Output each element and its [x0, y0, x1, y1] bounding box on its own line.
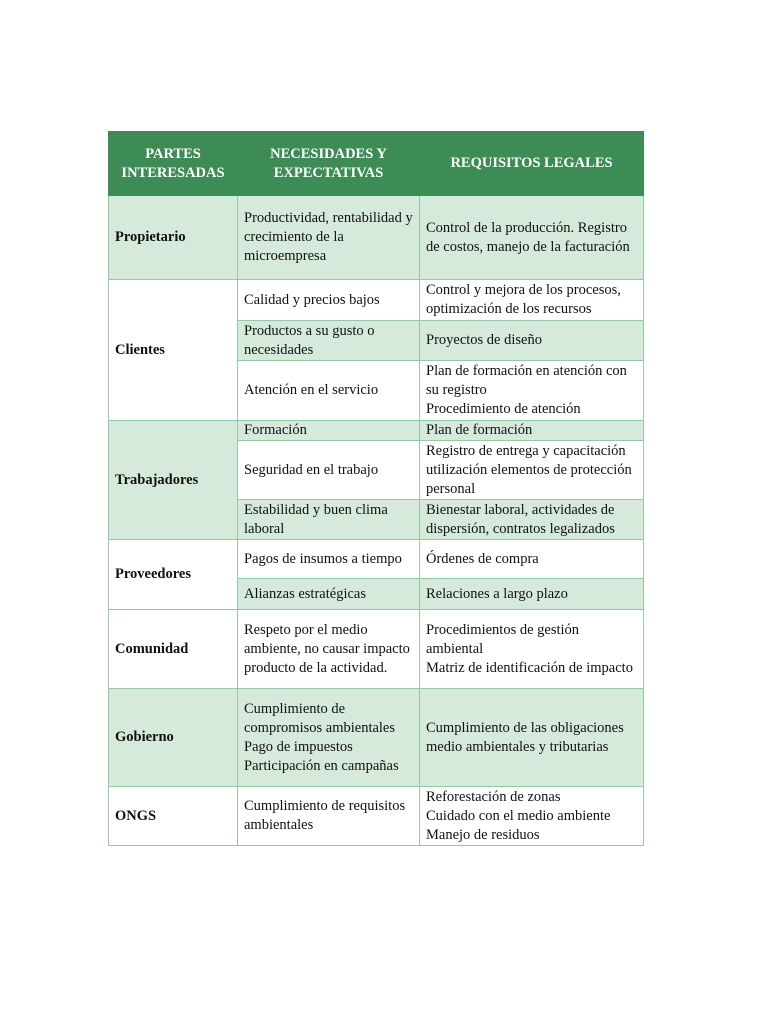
legal-cell: Plan de formación: [420, 421, 644, 441]
need-cell: Formación: [238, 421, 420, 441]
legal-cell: Control y mejora de los procesos, optimización de los recursos: [420, 280, 644, 321]
need-cell: Respeto por el medio ambiente, no causar impacto producto de la actividad.: [238, 610, 420, 689]
need-cell: Alianzas estratégicas: [238, 579, 420, 610]
table-row: [109, 689, 644, 787]
party-cell: Comunidad: [109, 610, 238, 689]
legal-cell: Bienestar laboral, actividades de dispersión, contratos legalizados: [420, 500, 644, 540]
party-cell: Trabajadores: [109, 421, 238, 540]
need-cell: Pagos de insumos a tiempo: [238, 540, 420, 579]
party-cell: Gobierno: [109, 689, 238, 787]
need-cell: Atención en el servicio: [238, 361, 420, 421]
table-row: [109, 540, 644, 579]
legal-cell: Cumplimiento de las obligaciones medio ambientales y tributarias: [420, 689, 644, 787]
need-cell: Productos a su gusto o necesidades: [238, 321, 420, 361]
need-cell: Cumplimiento de requisitos ambientales: [238, 787, 420, 846]
need-cell: Cumplimiento de compromisos ambientales Pago de impuestos Participación en campañas: [238, 689, 420, 787]
party-cell: ONGS: [109, 787, 238, 846]
header-requisitos-legales: REQUISITOS LEGALES: [420, 132, 644, 196]
table-row: [109, 196, 644, 280]
legal-cell: Proyectos de diseño: [420, 321, 644, 361]
party-cell: Propietario: [109, 196, 238, 280]
table-row: [109, 787, 644, 846]
legal-cell: Órdenes de compra: [420, 540, 644, 579]
legal-cell: Relaciones a largo plazo: [420, 579, 644, 610]
party-cell: Clientes: [109, 280, 238, 421]
table-row: [109, 280, 644, 321]
legal-cell: Plan de formación en atención con su registro Procedimiento de atención: [420, 361, 644, 421]
legal-cell: Registro de entrega y capacitación utilización elementos de protección personal: [420, 441, 644, 500]
legal-cell: Reforestación de zonas Cuidado con el medio ambiente Manejo de residuos: [420, 787, 644, 846]
need-cell: Seguridad en el trabajo: [238, 441, 420, 500]
stakeholders-table: [108, 131, 644, 846]
legal-cell: Procedimientos de gestión ambiental Matriz de identificación de impacto: [420, 610, 644, 689]
header-necesidades-expectativas: NECESIDADES Y EXPECTATIVAS: [238, 132, 420, 196]
legal-cell: Control de la producción. Registro de costos, manejo de la facturación: [420, 196, 644, 280]
header-partes-interesadas: PARTES INTERESADAS: [109, 132, 238, 196]
need-cell: Calidad y precios bajos: [238, 280, 420, 321]
table-row: [109, 610, 644, 689]
need-cell: Productividad, rentabilidad y crecimiento de la microempresa: [238, 196, 420, 280]
table-row: [109, 421, 644, 441]
need-cell: Estabilidad y buen clima laboral: [238, 500, 420, 540]
table-header-row: [109, 132, 644, 196]
party-cell: Proveedores: [109, 540, 238, 610]
